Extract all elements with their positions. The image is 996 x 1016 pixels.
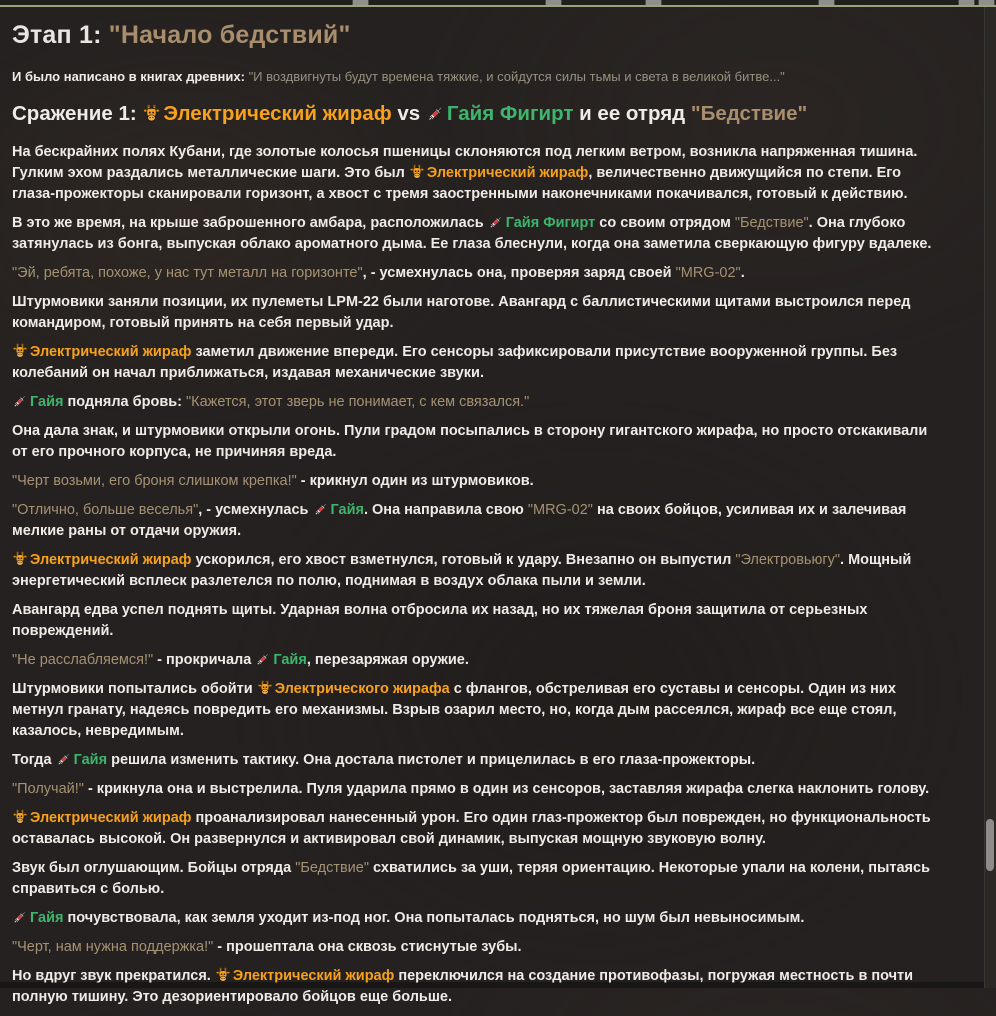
giraffe-icon (12, 343, 28, 359)
story-text: На бескрайних полях Кубани, где золотые колосья пшеницы склоняются под легким ветром, возникла напряженная тишина. Гулким эхом раздались металлические шаги. Это был (12, 144, 917, 181)
scrollbar-thumb[interactable] (986, 819, 994, 871)
quote-text: "Эй, ребята, похоже, у нас тут металл на горизонте" (12, 265, 363, 281)
story-paragraph (12, 342, 946, 384)
story-text: . Она направила свою (364, 502, 528, 518)
story-text: - крикнул один из штурмовиков. (297, 473, 534, 489)
story-text: подняла бровь: (63, 394, 186, 410)
squad-prefix: и ее отряд (579, 102, 685, 125)
story-text: - прокричала (153, 652, 255, 668)
prophecy-label: И было написано в книгах древних: (12, 69, 245, 84)
character-name-giraffe: Электрический жираф (163, 102, 391, 125)
syringe-icon (488, 214, 504, 230)
character-name-giraffe: Электрический жираф (233, 968, 394, 984)
syringe-icon (255, 651, 271, 667)
character-name-giraffe: Электрический жираф (30, 344, 191, 360)
story-paragraph (12, 937, 946, 958)
story-text: переключился на создание противофазы, погружая местность в почти полную тишину. Это дезориентировало бойцов еще больше. (12, 968, 913, 1005)
story-text: . Она глубоко затянулась из бонга, выпуская облако ароматного дыма. Ее глаза блеснули, когда она заметила сверкающую фигуру вдалеке. (12, 215, 931, 252)
story-paragraph (12, 500, 946, 542)
prophecy-line (12, 68, 946, 86)
story-paragraphs (12, 142, 946, 1008)
stage-heading (12, 21, 946, 50)
story-text: Тогда (12, 752, 56, 768)
vertical-scrollbar[interactable] (984, 7, 996, 988)
toolbar-icon-cropped[interactable] (352, 0, 369, 5)
quote-text: "Бедствие" (295, 860, 369, 876)
story-text: - прошептала она сквозь стиснутые зубы. (213, 939, 521, 955)
story-paragraph (12, 650, 946, 671)
story-text: Она дала знак, и штурмовики открыли огонь. Пули градом посыпались в сторону гигантского жирафа, но просто отскакивали от его прочного корпуса, не причиняя вреда. (12, 423, 927, 460)
syringe-icon (56, 751, 72, 767)
story-text: ускорился, его хвост взметнулся, готовый к удару. Внезапно он выпустил (191, 552, 735, 568)
story-text: проанализировал нанесенный урон. Его один глаз-прожектор был поврежден, но функциональность оставалась высокой. Он развернулся и активировал свой динамик, выпуская мощную звуковую волну. (12, 810, 931, 847)
story-paragraph (12, 263, 946, 284)
story-paragraph (12, 858, 946, 900)
story-paragraph (12, 392, 946, 413)
quote-text: "Электровьюгу" (735, 552, 840, 568)
character-name-gaia: Гайя (30, 910, 63, 926)
giraffe-icon (12, 809, 28, 825)
stage-title-text: "Начало бедствий" (109, 21, 351, 49)
story-text: - крикнула она и выстрелила. Пуля ударила прямо в один из сенсоров, заставляя жирафа слегка наклонить голову. (84, 781, 929, 797)
battle-label: Сражение 1: (12, 102, 137, 125)
quote-text: "MRG-02" (676, 265, 741, 281)
story-paragraph (12, 679, 946, 742)
story-paragraph (12, 600, 946, 642)
prophecy-quote: "И воздвигнуты будут времена тяжкие, и сойдутся силы тьмы и света в великой битве..." (249, 69, 785, 84)
quote-text: "Отлично, больше веселья" (12, 502, 198, 518)
character-name-gaia: Гайя (30, 394, 63, 410)
story-text: Штурмовики попытались обойти (12, 681, 257, 697)
syringe-icon (313, 501, 329, 517)
character-name-giraffe: Электрический жираф (30, 552, 191, 568)
syringe-icon (426, 104, 445, 123)
stage-label: Этап 1: (12, 21, 102, 49)
story-text: решила изменить тактику. Она достала пистолет и прицелилась в его глаза-прожекторы. (107, 752, 755, 768)
story-text: , величественно движущийся по степи. Его глаза-прожекторы сканировали горизонт, а хвост с тремя заостренными наконечниками покачивался, готовый к действию. (12, 165, 908, 202)
story-paragraph (12, 471, 946, 492)
giraffe-icon (12, 551, 28, 567)
toolbar-icon-cropped[interactable] (978, 0, 995, 5)
story-paragraph (12, 142, 946, 205)
toolbar-icon-cropped[interactable] (645, 0, 662, 5)
story-page (0, 7, 958, 1016)
story-paragraph (12, 908, 946, 929)
character-name-gaia: Гайя Фигирт (506, 215, 596, 231)
story-text: Но вдруг звук прекратился. (12, 968, 215, 984)
story-text: со своим отрядом (595, 215, 735, 231)
character-name-giraffe: Электрический жираф (427, 165, 588, 181)
story-text: . Мощный энергетический всплеск разлетелся по полю, поднимая в воздух облака пыли и земли. (12, 552, 911, 589)
story-text: В это же время, на крыше заброшенного амбара, расположилась (12, 215, 488, 231)
story-paragraph (12, 550, 946, 592)
battle-heading (12, 102, 946, 126)
giraffe-icon (215, 967, 231, 983)
toolbar-icon-cropped[interactable] (818, 0, 835, 5)
story-paragraph (12, 750, 946, 771)
story-text: на своих бойцов, усиливая их и залечивая мелкие раны от отдачи оружия. (12, 502, 906, 539)
quote-text: "Не расслабляемся!" (12, 652, 153, 668)
top-toolbar-edge (0, 0, 996, 7)
quote-text: "MRG-02" (528, 502, 593, 518)
giraffe-icon (409, 164, 425, 180)
story-text: Звук был оглушающим. Бойцы отряда (12, 860, 295, 876)
giraffe-icon (142, 104, 161, 123)
toolbar-icon-cropped[interactable] (545, 0, 562, 5)
story-paragraph (12, 808, 946, 850)
story-paragraph (12, 779, 946, 800)
character-name-gaia: Гайя (74, 752, 107, 768)
story-text: , - усмехнулась (198, 502, 312, 518)
quote-text: "Получай!" (12, 781, 84, 797)
story-text: с флангов, обстреливая его суставы и сенсоры. Один из них метнул гранату, надеясь повредить его механизмы. Взрыв озарил место, но, когда дым рассеялся, жираф все еще стоял, казалось, невредимым. (12, 681, 897, 739)
squad-name: "Бедствие" (691, 102, 807, 125)
character-name-gaia: Гайя (273, 652, 306, 668)
story-text: , - усмехнулась она, проверяя заряд своей (363, 265, 676, 281)
syringe-icon (12, 909, 28, 925)
story-text: , перезаряжая оружие. (307, 652, 469, 668)
character-name-gaia: Гайя Фигирт (447, 102, 574, 125)
character-name-giraffe: Электрического жирафа (275, 681, 450, 697)
character-name-giraffe: Электрический жираф (30, 810, 191, 826)
story-text: схватились за уши, теряя ориентацию. Некоторые упали на колени, пытаясь справиться с болью. (12, 860, 930, 897)
syringe-icon (12, 393, 28, 409)
story-text: Штурмовики заняли позиции, их пулеметы LPM-22 были наготове. Авангард с баллистическими щитами выстроился перед командиром, готовый принять на себя первый удар. (12, 294, 910, 331)
quote-text: "Черт возьми, его броня слишком крепка!" (12, 473, 297, 489)
quote-text: "Черт, нам нужна поддержка!" (12, 939, 213, 955)
quote-text: "Бедствие" (735, 215, 809, 231)
story-text: Авангард едва успел поднять щиты. Ударная волна отбросила их назад, но их тяжелая броня защитила от серьезных повреждений. (12, 602, 867, 639)
toolbar-icon-cropped[interactable] (958, 0, 975, 5)
story-paragraph (12, 421, 946, 463)
vs-label: vs (397, 102, 420, 125)
story-paragraph (12, 292, 946, 334)
story-paragraph (12, 213, 946, 255)
bottom-edge (0, 982, 996, 988)
story-text: заметил движение впереди. Его сенсоры зафиксировали присутствие вооруженной группы. Без колебаний он начал приближаться, издавая механические звуки. (12, 344, 897, 381)
giraffe-icon (257, 680, 273, 696)
quote-text: "Кажется, этот зверь не понимает, с кем связался." (186, 394, 529, 410)
character-name-gaia: Гайя (331, 502, 364, 518)
story-text: почувствовала, как земля уходит из-под ног. Она попыталась подняться, но шум был невыносимым. (63, 910, 804, 926)
story-text: . (741, 265, 745, 281)
